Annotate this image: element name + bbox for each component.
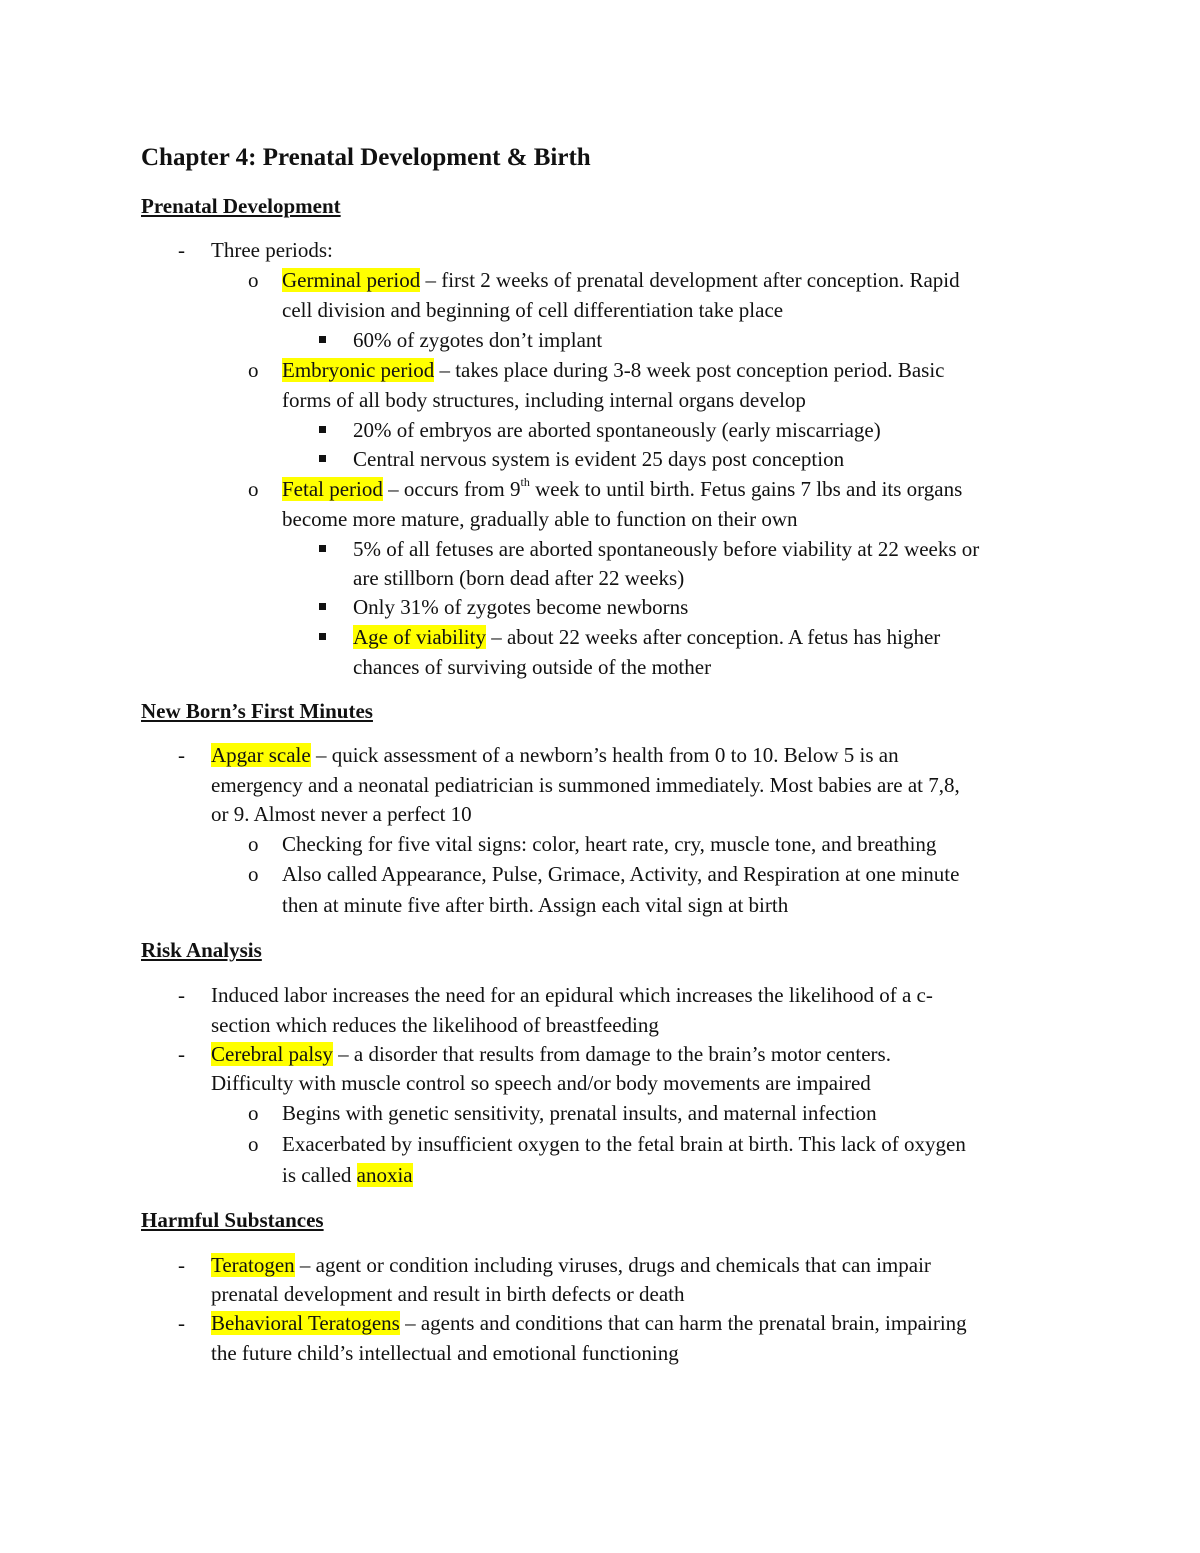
list-item-embryonic-period: Embryonic period – takes place during 3-8 week post conception period. Basic bbox=[282, 358, 945, 382]
circle-marker: o bbox=[248, 358, 259, 382]
list-item-continuation: or 9. Almost never a perfect 10 bbox=[211, 802, 472, 826]
section-heading-newborn-first-minutes: New Born’s First Minutes bbox=[141, 699, 373, 723]
sub-list-item-age-of-viability: Age of viability – about 22 weeks after conception. A fetus has higher bbox=[353, 625, 941, 649]
list-item-continuation: cell division and beginning of cell differentiation take place bbox=[282, 298, 784, 322]
sub-list-item: 5% of all fetuses are aborted spontaneously before viability at 22 weeks or bbox=[353, 537, 980, 561]
circle-marker: o bbox=[248, 832, 259, 856]
circle-marker: o bbox=[248, 477, 259, 501]
list-item-continuation: become more mature, gradually able to function on their own bbox=[282, 507, 798, 531]
sub-list-item: 60% of zygotes don’t implant bbox=[353, 328, 603, 352]
square-bullet-marker bbox=[319, 633, 326, 640]
dash-marker: - bbox=[178, 238, 185, 262]
square-bullet-marker bbox=[319, 336, 326, 343]
highlighted-term: Teratogen bbox=[211, 1253, 295, 1277]
dash-marker: - bbox=[178, 983, 185, 1007]
circle-marker: o bbox=[248, 268, 259, 292]
square-bullet-marker bbox=[319, 545, 326, 552]
list-item-behavioral-teratogens: Behavioral Teratogens – agents and conditions that can harm the prenatal brain, impairing bbox=[211, 1311, 967, 1335]
list-item-germinal-period: Germinal period – first 2 weeks of prenatal development after conception. Rapid bbox=[282, 268, 960, 292]
dash-marker: - bbox=[178, 1042, 185, 1066]
list-item-continuation: section which reduces the likelihood of breastfeeding bbox=[211, 1013, 659, 1037]
list-item-teratogen: Teratogen – agent or condition including viruses, drugs and chemicals that can impair bbox=[211, 1253, 931, 1277]
square-bullet-marker bbox=[319, 426, 326, 433]
sub-list-item-continuation: then at minute five after birth. Assign each vital sign at birth bbox=[282, 893, 789, 917]
list-item-continuation: Difficulty with muscle control so speech and/or body movements are impaired bbox=[211, 1071, 871, 1095]
dash-marker: - bbox=[178, 1253, 185, 1277]
sub-list-item-continuation: are stillborn (born dead after 22 weeks) bbox=[353, 566, 685, 590]
dash-marker: - bbox=[178, 743, 185, 767]
sub-list-item: Exacerbated by insufficient oxygen to the fetal brain at birth. This lack of oxygen bbox=[282, 1132, 966, 1156]
sub-list-item: 20% of embryos are aborted spontaneously (early miscarriage) bbox=[353, 418, 881, 442]
list-item-continuation: emergency and a neonatal pediatrician is summoned immediately. Most babies are at 7,8, bbox=[211, 773, 960, 797]
section-heading-harmful-substances: Harmful Substances bbox=[141, 1208, 324, 1232]
section-heading-prenatal-development: Prenatal Development bbox=[141, 194, 341, 218]
circle-marker: o bbox=[248, 862, 259, 886]
highlighted-term: Germinal period bbox=[282, 268, 421, 292]
highlighted-term: Cerebral palsy bbox=[211, 1042, 333, 1066]
highlighted-term: Fetal period bbox=[282, 477, 383, 501]
list-item-apgar-scale: Apgar scale – quick assessment of a newborn’s health from 0 to 10. Below 5 is an bbox=[211, 743, 899, 767]
sub-list-item: Also called Appearance, Pulse, Grimace, Activity, and Respiration at one minute bbox=[282, 862, 960, 886]
list-item-three-periods: Three periods: bbox=[211, 238, 333, 262]
sub-list-item: Checking for five vital signs: color, heart rate, cry, muscle tone, and breathing bbox=[282, 832, 937, 856]
sub-list-item: Only 31% of zygotes become newborns bbox=[353, 595, 689, 619]
sub-list-item: Begins with genetic sensitivity, prenatal insults, and maternal infection bbox=[282, 1101, 877, 1125]
highlighted-term: Apgar scale bbox=[211, 743, 311, 767]
highlighted-term: Embryonic period bbox=[282, 358, 435, 382]
highlighted-term: anoxia bbox=[356, 1163, 413, 1187]
list-item-cerebral-palsy: Cerebral palsy – a disorder that results from damage to the brain’s motor centers. bbox=[211, 1042, 891, 1066]
sub-list-item: Central nervous system is evident 25 days post conception bbox=[353, 447, 845, 471]
page-title: Chapter 4: Prenatal Development & Birth bbox=[141, 144, 591, 171]
sub-list-item-anoxia: is called anoxia bbox=[282, 1163, 413, 1187]
section-heading-risk-analysis: Risk Analysis bbox=[141, 938, 262, 962]
list-item-continuation: prenatal development and result in birth defects or death bbox=[211, 1282, 685, 1306]
dash-marker: - bbox=[178, 1311, 185, 1335]
list-item-continuation: forms of all body structures, including internal organs develop bbox=[282, 388, 806, 412]
square-bullet-marker bbox=[319, 455, 326, 462]
sub-list-item-continuation: chances of surviving outside of the mother bbox=[353, 655, 712, 679]
circle-marker: o bbox=[248, 1132, 259, 1156]
circle-marker: o bbox=[248, 1101, 259, 1125]
highlighted-term: Behavioral Teratogens bbox=[211, 1311, 400, 1335]
list-item-fetal-period: Fetal period – occurs from 9th week to until birth. Fetus gains 7 lbs and its organs bbox=[282, 475, 963, 501]
highlighted-term: Age of viability bbox=[353, 625, 486, 649]
list-item-induced-labor: Induced labor increases the need for an epidural which increases the likelihood of a c- bbox=[211, 983, 933, 1007]
list-item-continuation: the future child’s intellectual and emotional functioning bbox=[211, 1341, 679, 1365]
square-bullet-marker bbox=[319, 603, 326, 610]
